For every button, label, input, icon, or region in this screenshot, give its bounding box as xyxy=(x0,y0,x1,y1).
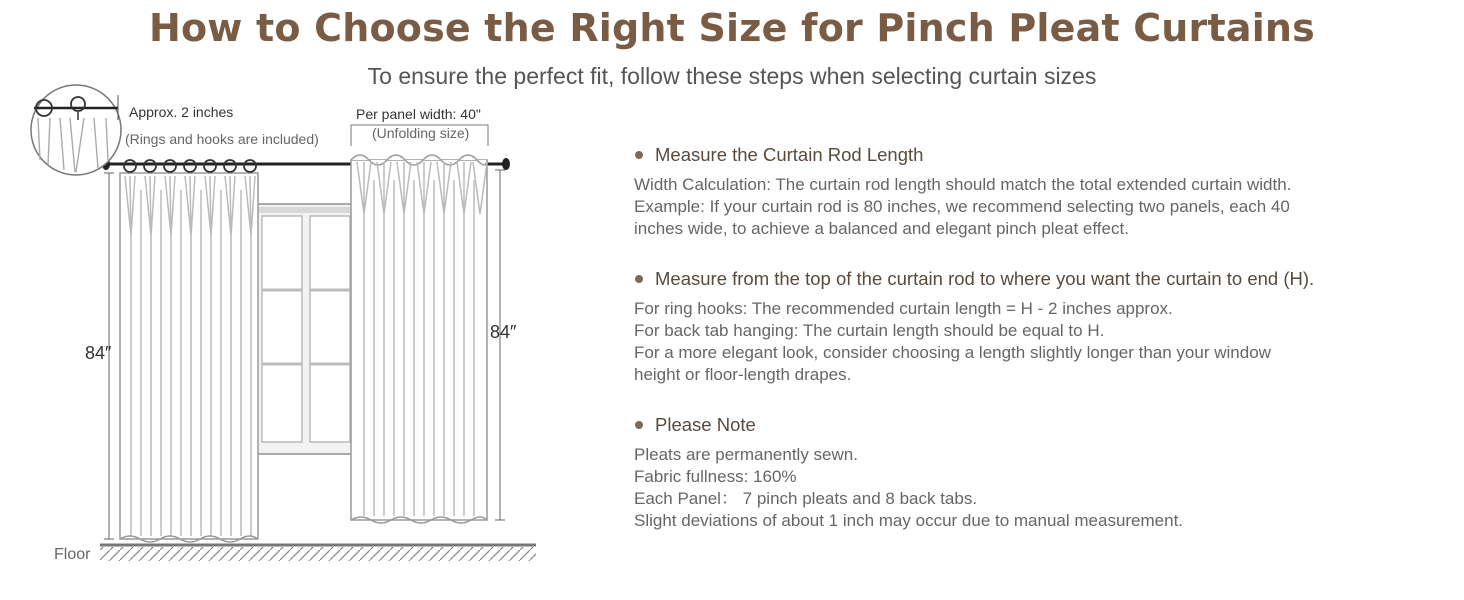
step-title: Measure the Curtain Rod Length xyxy=(655,144,924,165)
step-line: Each Panel： 7 pinch pleats and 8 back tabs. xyxy=(634,489,978,508)
hook-detail-magnifier xyxy=(31,85,121,175)
step-title: Measure from the top of the curtain rod to where you want the curtain to end (H). xyxy=(655,268,1315,289)
window xyxy=(256,204,356,454)
step-line: height or floor-length drapes. xyxy=(634,365,852,384)
bullet-icon xyxy=(635,151,643,159)
floor-label: Floor xyxy=(54,546,91,563)
step-line: Example: If your curtain rod is 80 inches, we recommend selecting two panels, each 40 xyxy=(634,197,1290,216)
step-rod-length xyxy=(634,142,1434,240)
page-title: How to Choose the Right Size for Pinch Pleat Curtains xyxy=(148,6,1315,50)
step-curtain-length xyxy=(634,266,1434,386)
hook-label: Approx. 2 inches xyxy=(129,104,234,120)
floor xyxy=(100,545,536,561)
curtain-diagram xyxy=(0,0,560,600)
step-line: Pleats are permanently sewn. xyxy=(634,445,858,464)
step-line: Fabric fullness: 160% xyxy=(634,467,797,486)
step-line: Width Calculation: The curtain rod length should match the total extended curtain width. xyxy=(634,175,1292,194)
step-please-note xyxy=(634,412,1434,532)
right-height-label: 84″ xyxy=(490,322,517,342)
step-line: For back tab hanging: The curtain length should be equal to H. xyxy=(634,321,1105,340)
step-line: For a more elegant look, consider choosing a length slightly longer than your window xyxy=(634,343,1271,362)
curtain-rings xyxy=(124,160,256,172)
steps-list xyxy=(634,142,1434,558)
panel-width-label: Per panel width: 40" xyxy=(356,106,481,122)
hook-note: (Rings and hooks are included) xyxy=(125,131,319,147)
step-title: Please Note xyxy=(655,414,756,435)
right-curtain-panel xyxy=(351,155,487,523)
left-height-label: 84″ xyxy=(85,343,112,363)
step-line: For ring hooks: The recommended curtain length = H - 2 inches approx. xyxy=(634,299,1173,318)
panel-width-note: (Unfolding size) xyxy=(372,125,470,141)
right-height-dimension xyxy=(495,170,505,520)
step-line: Slight deviations of about 1 inch may occur due to manual measurement. xyxy=(634,511,1184,530)
page-subtitle: To ensure the perfect fit, follow these steps when selecting curtain sizes xyxy=(367,63,1097,89)
step-line: inches wide, to achieve a balanced and elegant pinch pleat effect. xyxy=(634,219,1129,238)
bullet-icon xyxy=(635,275,643,283)
bullet-icon xyxy=(635,421,643,429)
left-curtain-panel xyxy=(120,160,258,542)
